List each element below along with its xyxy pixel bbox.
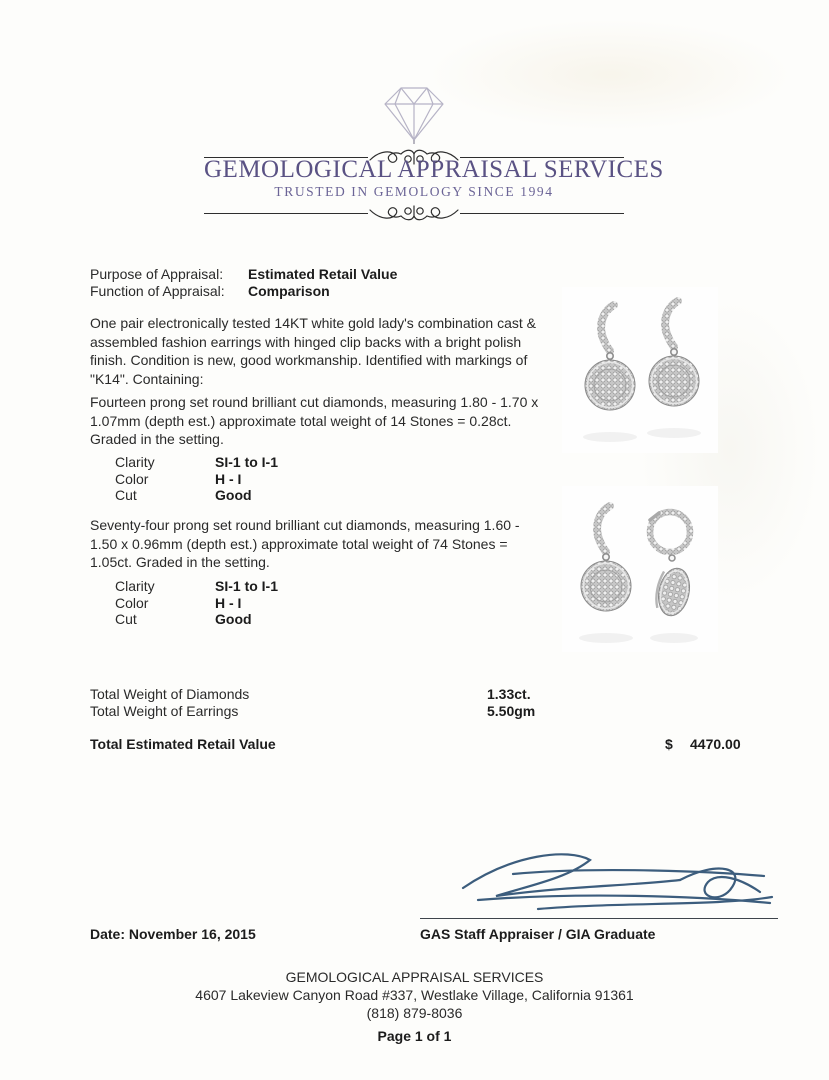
brand-name: GEMOLOGICAL APPRAISAL SERVICES [204, 156, 664, 183]
rule-line [460, 213, 624, 214]
clarity-value: SI-1 to I-1 [215, 454, 279, 470]
color-value: H - I [215, 470, 242, 487]
stone-group-1-grades [115, 454, 278, 504]
earrings-front-illustration [562, 287, 718, 453]
total-earrings-row [90, 703, 740, 720]
color-label: Color [115, 594, 149, 611]
scrollwork-ornament-icon [368, 200, 460, 226]
grade-row [115, 611, 278, 628]
earrings-angled-illustration [562, 486, 718, 652]
cut-label: Cut [115, 611, 137, 627]
footer-phone: (818) 879-8036 [366, 1005, 463, 1021]
purpose-row [90, 266, 397, 283]
clarity-label: Clarity [115, 578, 155, 594]
grade-row [115, 578, 278, 595]
total-diamonds-value: 1.33ct. [487, 686, 531, 702]
total-diamonds-row [90, 686, 740, 703]
grade-row [115, 487, 278, 504]
clarity-value: SI-1 to I-1 [215, 578, 279, 594]
grade-row [115, 595, 278, 612]
color-value: H - I [215, 594, 242, 611]
color-label: Color [115, 470, 149, 487]
footer-address: 4607 Lakeview Canyon Road #337, Westlake Village, California 91361 [195, 987, 634, 1003]
footer-company: GEMOLOGICAL APPRAISAL SERVICES [285, 969, 544, 985]
date-line: Date: November 16, 2015 [90, 926, 256, 942]
stone-group-1-description: Fourteen prong set round brilliant cut diamonds, measuring 1.80 - 1.70 x 1.07mm (depth est.) approximate total weight of 14 Stones = 0.28ct. Graded in the setting. [90, 394, 539, 447]
rule-line [204, 213, 368, 214]
total-earrings-label: Total Weight of Earrings [90, 703, 239, 719]
earrings-photo-front [562, 287, 718, 453]
page-number: Page 1 of 1 [377, 1028, 452, 1044]
brand-tagline: TRUSTED IN GEMOLOGY SINCE 1994 [274, 184, 554, 199]
grade-row [115, 454, 278, 471]
signature-line [420, 918, 778, 919]
item-description: One pair electronically tested 14KT white gold lady's combination cast & assembled fashion earrings with hinged clip backs with a bright polish finish. Condition is new, good workmanship. Identified with markings of "K14". Containing: [90, 315, 536, 387]
retail-amount: 4470.00 [690, 736, 741, 752]
currency-symbol: $ [665, 736, 673, 752]
purpose-value: Estimated Retail Value [248, 266, 398, 282]
function-value: Comparison [248, 283, 330, 299]
total-diamonds-label: Total Weight of Diamonds [90, 686, 250, 702]
logo-header [204, 84, 664, 232]
cut-label: Cut [115, 487, 137, 503]
signature-ink [418, 846, 780, 922]
grade-row [115, 471, 278, 488]
total-earrings-value: 5.50gm [487, 703, 536, 719]
function-label: Function of Appraisal: [90, 283, 225, 299]
footer [0, 968, 829, 1045]
clarity-label: Clarity [115, 454, 155, 470]
retail-value-row [90, 736, 790, 752]
signer-title: GAS Staff Appraiser / GIA Graduate [420, 926, 656, 942]
stone-group-2-grades [115, 578, 278, 628]
retail-value-label: Total Estimated Retail Value [90, 736, 276, 752]
purpose-label: Purpose of Appraisal: [90, 266, 224, 282]
function-row [90, 283, 330, 300]
cut-value: Good [215, 611, 252, 627]
earrings-photo-angled [562, 486, 718, 652]
stone-group-2-description: Seventy-four prong set round brilliant cut diamonds, measuring 1.60 - 1.50 x 0.96mm (depth est.) approximate total weight of 74 Stones = 1.05ct. Graded in the setting. [90, 517, 520, 570]
ornament-divider-bottom [204, 200, 624, 226]
diamond-logo-icon [371, 84, 457, 146]
cut-value: Good [215, 487, 252, 503]
